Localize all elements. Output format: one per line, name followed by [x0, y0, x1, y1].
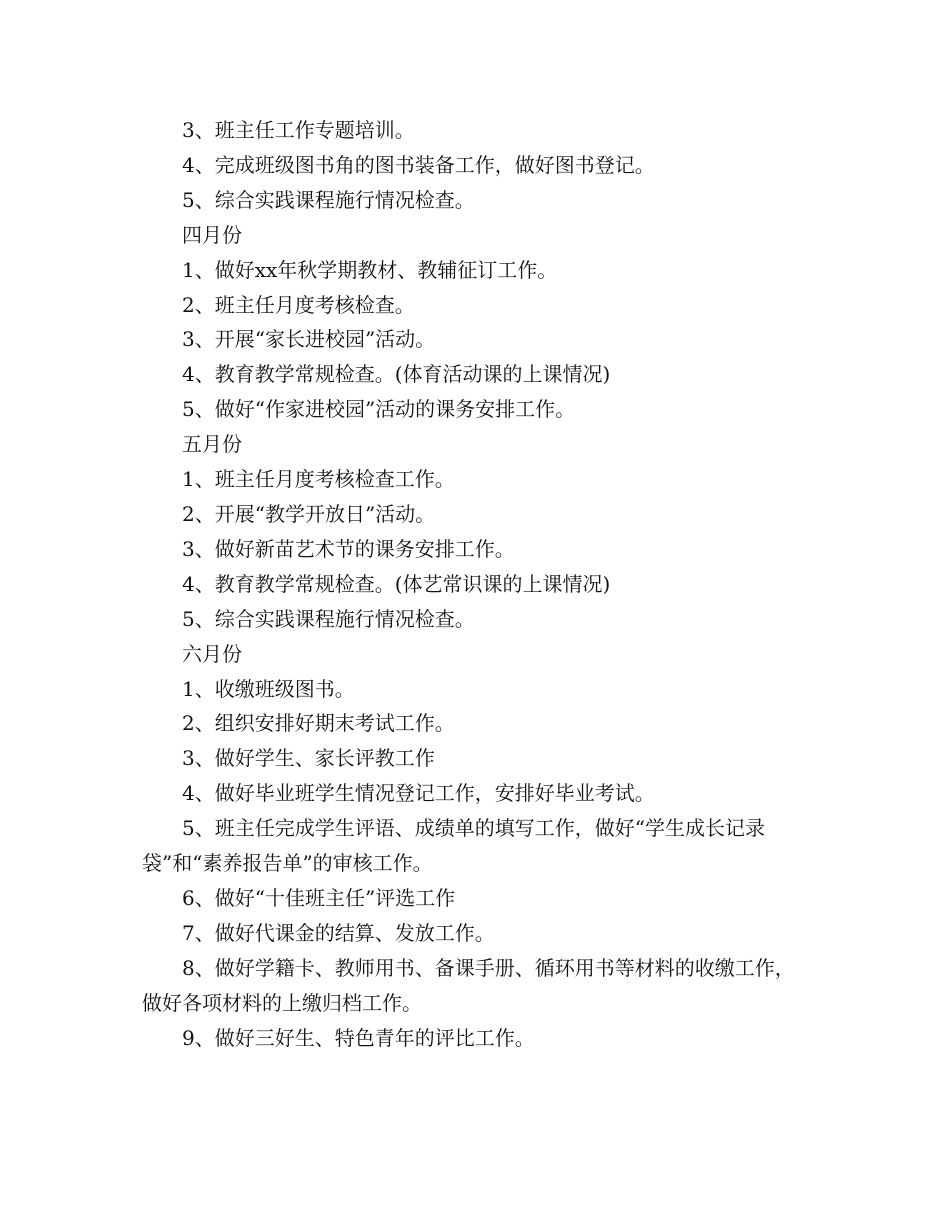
- section-heading-may: 五月份: [182, 432, 242, 457]
- list-item: 5、班主任完成学生评语、成绩单的填写工作，做好“学生成长记录袋”和“素养报告单”的审核工作。: [142, 816, 765, 876]
- list-item: 4、完成班级图书角的图书装备工作，做好图书登记。: [182, 152, 655, 177]
- document-body: [142, 113, 814, 1055]
- list-item: 8、做好学籍卡、教师用书、备课手册、循环用书等材料的收缴工作，做好各项材料的上缴归档工作。: [142, 955, 795, 1015]
- list-item: 9、做好三好生、特色青年的评比工作。: [182, 1025, 535, 1050]
- list-item: 4、做好毕业班学生情况登记工作，安排好毕业考试。: [182, 781, 655, 806]
- list-item: 4、教育教学常规检查。(体育活动课的上课情况): [182, 362, 611, 387]
- list-item: 5、做好“作家进校园”活动的课务安排工作。: [182, 397, 576, 422]
- list-item: 2、开展“教学开放日”活动。: [182, 501, 436, 526]
- list-item: 5、综合实践课程施行情况检查。: [182, 606, 475, 631]
- list-item: 1、收缴班级图书。: [182, 676, 355, 701]
- list-item: 7、做好代课金的结算、发放工作。: [182, 920, 495, 945]
- list-item: 3、开展“家长进校园”活动。: [182, 327, 436, 352]
- list-item: 1、班主任月度考核检查工作。: [182, 467, 455, 492]
- list-item: 6、做好“十佳班主任”评选工作: [182, 885, 456, 910]
- section-heading-june: 六月份: [182, 641, 242, 666]
- list-item: 4、教育教学常规检查。(体艺常识课的上课情况): [182, 571, 611, 596]
- list-item: 3、做好学生、家长评教工作: [182, 746, 435, 771]
- list-item: 2、班主任月度考核检查。: [182, 292, 415, 317]
- list-item: 3、班主任工作专题培训。: [182, 118, 415, 142]
- list-item: 2、组织安排好期末考试工作。: [182, 711, 455, 736]
- section-heading-april: 四月份: [182, 222, 242, 247]
- list-item: 5、综合实践课程施行情况检查。: [182, 187, 475, 212]
- list-item: 1、做好xx年秋学期教材、教辅征订工作。: [182, 257, 558, 282]
- list-item: 3、做好新苗艺术节的课务安排工作。: [182, 536, 515, 561]
